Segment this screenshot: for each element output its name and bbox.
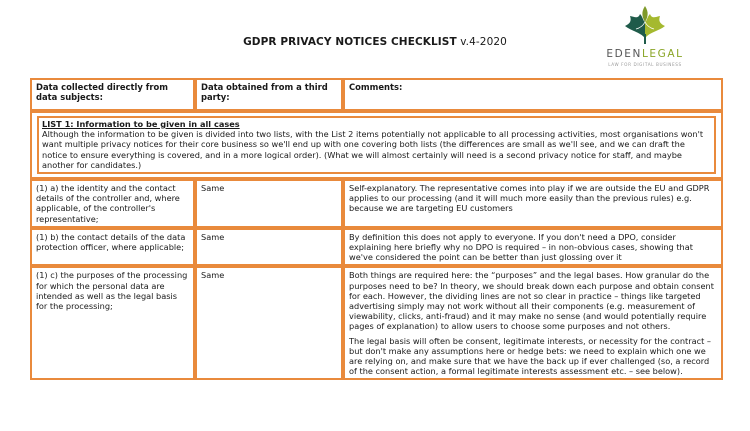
logo-brand-left: EDEN — [606, 48, 642, 60]
cell-comments — [343, 266, 723, 380]
cell-third-party: Same — [195, 228, 343, 267]
header-third-party: Data obtained from a third party: — [195, 78, 343, 111]
cell-direct: (1) a) the identity and the contact details of the controller and, where applicable, of the controller's representative; — [30, 179, 195, 228]
header-direct: Data collected directly from data subjects: — [30, 78, 195, 111]
table-row — [30, 179, 723, 228]
section-text: Although the information to be given is divided into two lists, with the List 2 items potentially not applicable to all processing activities, most organisations won't want multiple privacy notices for their core business so we'll end up with one covering both lists (the differences are small as we'll see, and we can draft the notice to ensure everything is covered, and in a more logical order). (What we will almost certainly will need is a second privacy notice for staff, and maybe another for candidates.) — [42, 129, 704, 170]
table-row — [30, 266, 723, 380]
document-version: v.4-2020 — [460, 36, 507, 48]
logo-tagline: LAW FOR DIGITAL BUSINESS — [608, 62, 682, 67]
fig-leaf-icon — [618, 4, 672, 48]
table-row — [30, 228, 723, 267]
comment-paragraph: Self-explanatory. The representative comes into play if we are outside the EU and GDPR applies to our processing (and it will much more easily than the previous rules) e.g. because we are targeting EU customers — [349, 183, 710, 214]
table-header-row — [30, 78, 723, 111]
cell-comments — [343, 228, 723, 267]
section-row — [30, 111, 723, 179]
comment-paragraph: Both things are required here: the “purposes” and the legal bases. How granular do the purposes need to be? In theory, we should break down each purpose and obtain consent for each. However, the dividing lines are not so clear in practice – things like targeted advertising simply may not work without all their components (e.g. measurement of viewability, clicks, anti-fraud) and it may make no sense (and would potentially require pages of explanation) to allow users to choose some purposes and not others. — [349, 270, 714, 332]
cell-third-party: Same — [195, 179, 343, 228]
comment-paragraph: The legal basis will often be consent, legitimate interests, or necessity for the contract – but don't make any assumptions here or hedge bets: we need to explain which one we are relying on, and make sure that we have the back up if ever challenged (so, a record of the consent action, a formal legitimate interests assessment etc. – see below). — [349, 335, 712, 377]
cell-comments — [343, 179, 723, 228]
eden-legal-logo — [600, 4, 690, 74]
cell-direct: (1) b) the contact details of the data protection officer, where applicable; — [30, 228, 195, 267]
header-comments: Comments: — [343, 78, 723, 111]
cell-direct: (1) c) the purposes of the processing for which the personal data are intended as well as the legal basis for the processing; — [30, 266, 195, 380]
section-cell — [30, 111, 723, 179]
comment-paragraph: By definition this does not apply to everyone. If you don't need a DPO, consider explaining here briefly why no DPO is required – in non-obvious cases, showing that we've considered the point can be better than just glossing over it — [349, 231, 693, 263]
logo-brand-right: LEGAL — [641, 48, 684, 60]
document-title-main: GDPR PRIVACY NOTICES CHECKLIST — [243, 36, 457, 48]
checklist-table — [30, 78, 723, 380]
section-heading: LIST 1: Information to be given in all cases — [42, 119, 240, 129]
cell-third-party: Same — [195, 266, 343, 380]
section-box — [37, 116, 716, 174]
logo-wordmark — [600, 48, 690, 60]
